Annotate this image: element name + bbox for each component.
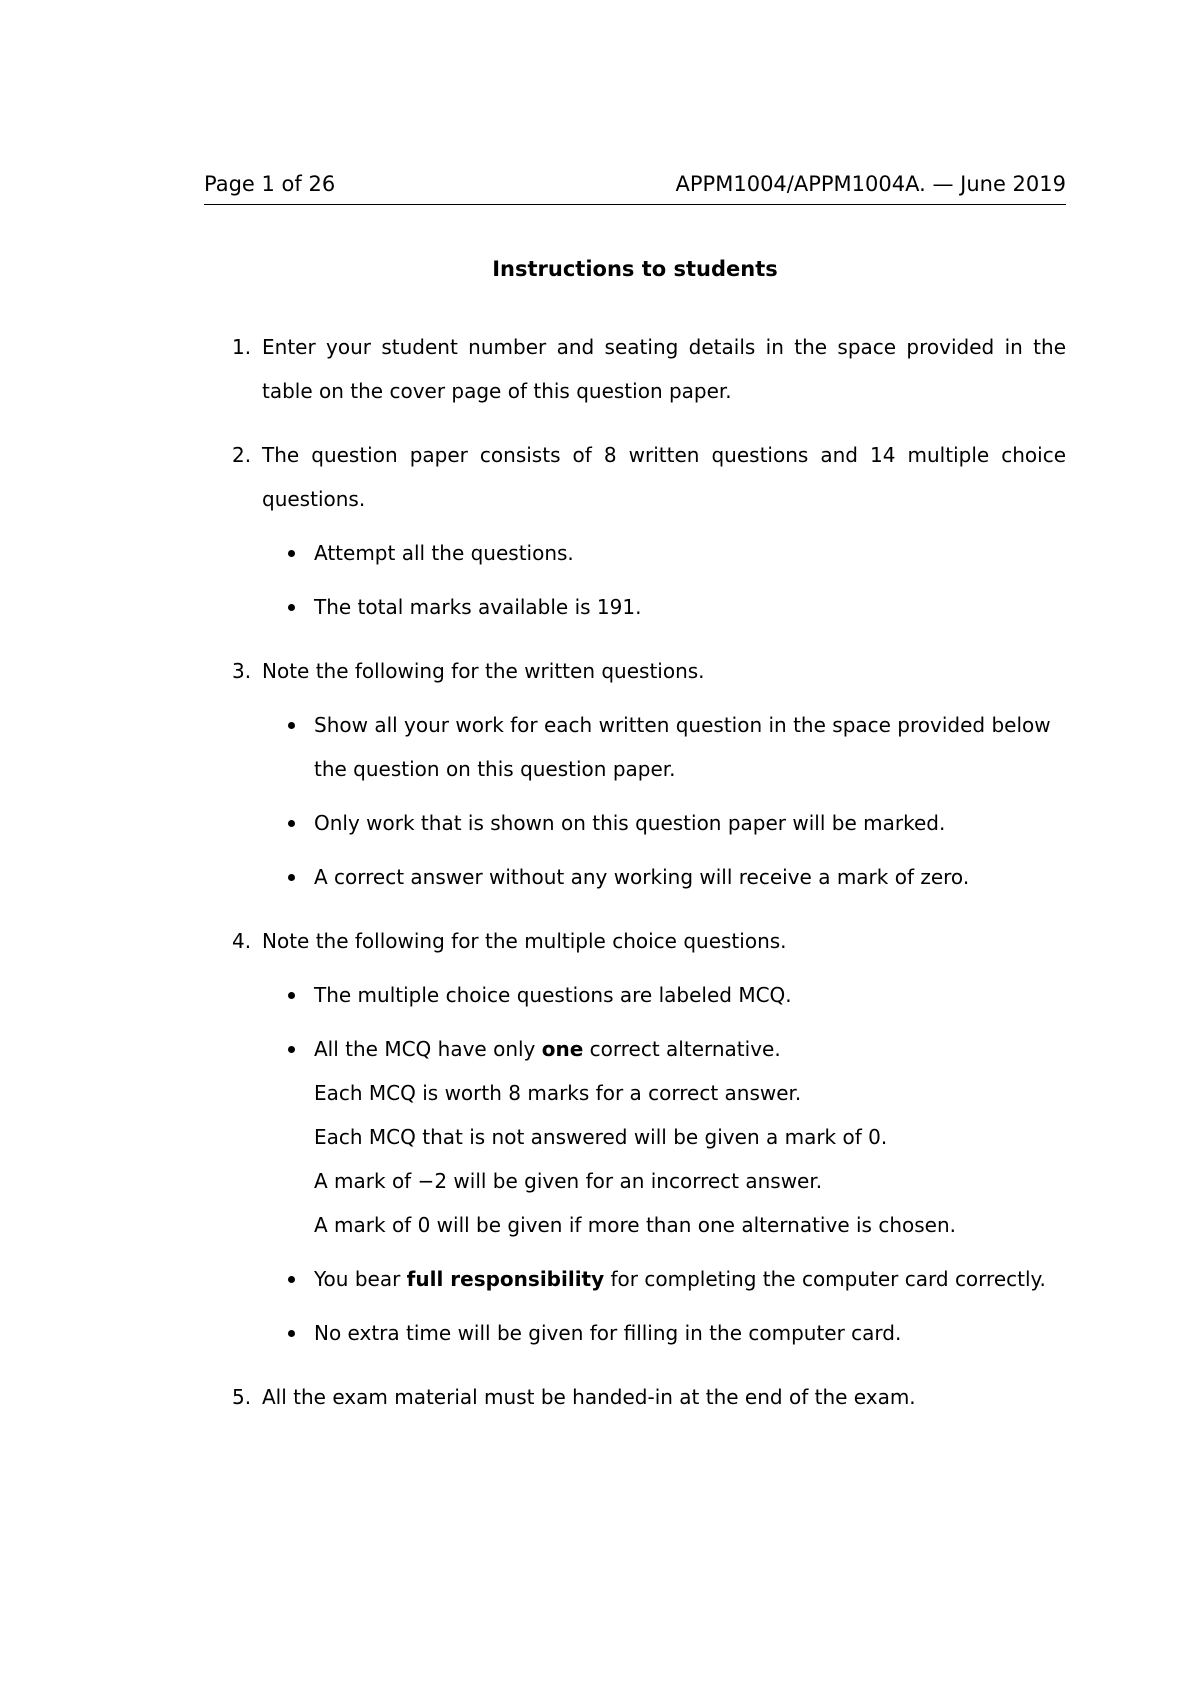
item-text: Note the following for the written questions. [262,659,705,683]
item-text: Enter your student number and seating details in the space provided in the table on the cover page of this question paper. [262,335,1066,403]
page-title: Instructions to students [492,257,778,281]
bullet-text: No extra time will be given for filling in the computer card. [314,1321,902,1345]
page-number: Page 1 of 26 [204,172,336,196]
bullet-item [314,973,1066,1017]
bullet-item [314,585,1066,629]
bullet-text-post: for completing the computer card correctly. [604,1267,1046,1291]
bullet-icon [288,604,295,611]
mcq-rule-line: Each MCQ is worth 8 marks for a correct answer. [314,1081,802,1105]
bullet-icon [288,874,295,881]
bullet-text: Only work that is shown on this question paper will be marked. [314,811,946,835]
bullet-list [262,703,1066,899]
bullet-icon [288,1330,295,1337]
bullet-item [314,1027,1066,1247]
bullet-list [262,531,1066,629]
bullet-list [262,973,1066,1355]
item-number: 2. [232,443,252,467]
bullet-icon [288,1046,295,1053]
bullet-icon [288,992,295,999]
bullet-icon [288,722,295,729]
item-number: 5. [232,1385,252,1409]
bullet-text: Show all your work for each written question in the space provided below the question on this question paper. [314,713,1051,781]
page-header [204,170,1066,205]
item-text: All the exam material must be handed-in at the end of the exam. [262,1385,916,1409]
instruction-item-4 [204,919,1066,1355]
bullet-item [314,1257,1066,1301]
bullet-item [314,1311,1066,1355]
bullet-text: Attempt all the questions. [314,541,574,565]
bullet-text: The multiple choice questions are labeled MCQ. [314,983,792,1007]
bullet-text-pre: You bear [314,1267,407,1291]
bullet-text-bold: full responsibility [406,1267,605,1291]
mcq-rule-line: A mark of 0 will be given if more than one alternative is chosen. [314,1213,956,1237]
bullet-text: A correct answer without any working will receive a mark of zero. [314,865,970,889]
instructions-list [204,325,1066,1439]
course-code: APPM1004/APPM1004A. — June 2019 [675,172,1066,196]
bullet-item [314,855,1066,899]
bullet-item [314,531,1066,575]
bullet-text-bold: one [541,1037,584,1061]
bullet-item [314,801,1066,845]
bullet-text-post: correct alternative. [583,1037,781,1061]
item-text: Note the following for the multiple choice questions. [262,929,787,953]
item-number: 1. [232,335,252,359]
bullet-icon [288,1276,295,1283]
instruction-item-1 [204,325,1066,413]
item-number: 4. [232,929,252,953]
instruction-item-5 [204,1375,1066,1419]
bullet-icon [288,820,295,827]
bullet-text-pre: All the MCQ have only [314,1037,542,1061]
instruction-item-3 [204,649,1066,899]
mcq-rule-line: Each MCQ that is not answered will be given a mark of 0. [314,1125,888,1149]
item-text: The question paper consists of 8 written questions and 14 multiple choice questions. [262,443,1066,511]
item-number: 3. [232,659,252,683]
mcq-rule-line: A mark of −2 will be given for an incorrect answer. [314,1169,823,1193]
bullet-text: The total marks available is 191. [314,595,642,619]
instruction-item-2 [204,433,1066,629]
bullet-item [314,703,1066,791]
bullet-icon [288,550,295,557]
